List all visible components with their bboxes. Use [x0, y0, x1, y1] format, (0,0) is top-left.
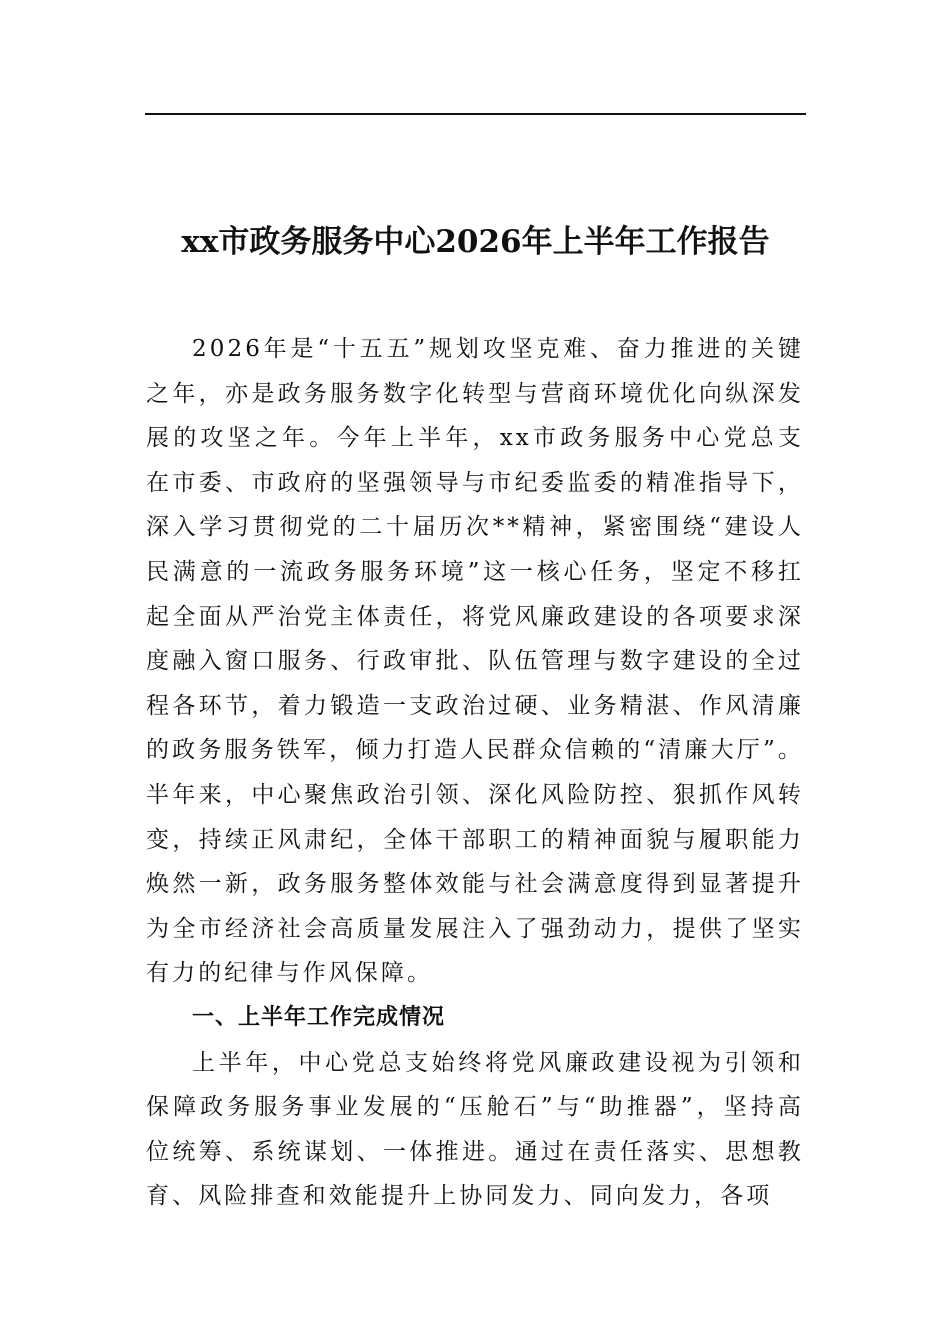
header-rule [145, 113, 806, 115]
document-title: xx市政务服务中心2026年上半年工作报告 [181, 223, 770, 260]
section-1-paragraph: 上半年，中心党总支始终将党风廉政建设视为引领和保障政务服务事业发展的“压舱石”与“助推器”，坚持高位统筹、系统谋划、一体推进。通过在责任落实、思想教育、风险排查和效能提升上协同发力、同向发力，各项 [146, 1049, 804, 1210]
document-body [146, 327, 804, 1219]
intro-paragraph: 2026年是“十五五”规划攻坚克难、奋力推进的关键之年，亦是政务服务数字化转型与营商环境优化向纵深发展的攻坚之年。今年上半年，xx市政务服务中心党总支在市委、市政府的坚强领导与市纪委监委的精准指导下，深入学习贯彻党的二十届历次**精神，紧密围绕“建设人民满意的一流政务服务环境”这一核心任务，坚定不移扛起全面从严治党主体责任，将党风廉政建设的各项要求深度融入窗口服务、行政审批、队伍管理与数字建设的全过程各环节，着力锻造一支政治过硬、业务精湛、作风清廉的政务服务铁军，倾力打造人民群众信赖的“清廉大厅”。半年来，中心聚焦政治引领、深化风险防控、狠抓作风转变，持续正风肃纪，全体干部职工的精神面貌与履职能力焕然一新，政务服务整体效能与社会满意度得到显著提升为全市经济社会高质量发展注入了强劲动力，提供了坚实有力的纪律与作风保障。 [146, 336, 804, 987]
section-heading-1: 一、上半年工作完成情况 [192, 1004, 446, 1030]
